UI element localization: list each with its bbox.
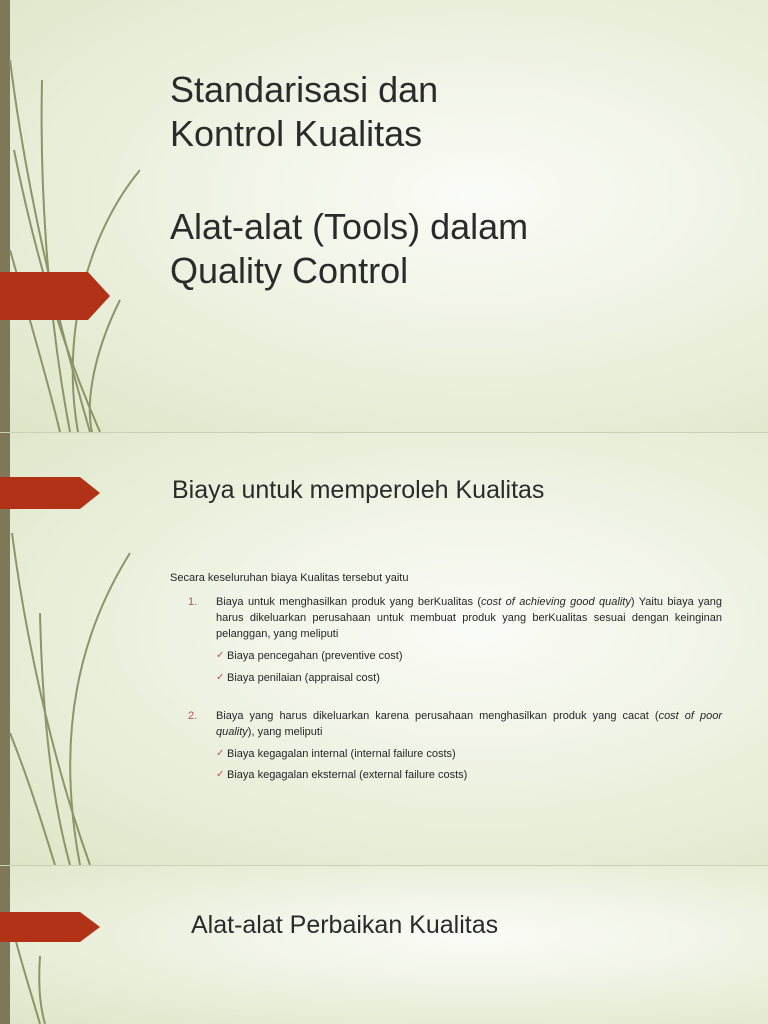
list-number: 1. bbox=[188, 595, 198, 608]
slide-2 bbox=[0, 433, 768, 865]
arrow-tab-icon bbox=[0, 477, 100, 509]
list-text: Biaya yang harus dikeluarkan karena perusahaan menghasilkan produk yang cacat (cost of poor quality), yang meliputi bbox=[216, 709, 722, 738]
sub-list bbox=[216, 649, 722, 687]
decorative-stems-icon bbox=[0, 866, 140, 1024]
list-text: Biaya untuk menghasilkan produk yang berKualitas (cost of achieving good quality) Yaitu biaya yang harus dikeluarkan perusahaan untuk membuat produk yang berKualitas sesuai dengan keinginan pelanggan, yang meliputi bbox=[216, 595, 722, 640]
checkmark-icon: ✓ bbox=[216, 649, 225, 661]
checkmark-icon: ✓ bbox=[216, 747, 225, 759]
checkmark-icon: ✓ bbox=[216, 671, 225, 683]
list-item bbox=[170, 595, 722, 687]
slide-title: Standarisasi dan Kontrol Kualitas bbox=[170, 69, 439, 154]
slide-title: Biaya untuk memperoleh Kualitas bbox=[172, 476, 545, 504]
arrow-tab-icon bbox=[0, 912, 100, 942]
intro-text: Secara keseluruhan biaya Kualitas tersebut yaitu bbox=[170, 572, 409, 584]
list-item bbox=[170, 709, 722, 785]
sub-list bbox=[216, 747, 722, 785]
list-number: 2. bbox=[188, 709, 198, 722]
arrow-tab-icon bbox=[0, 272, 110, 320]
sub-list-item: ✓ Biaya kegagalan internal (internal failure costs) bbox=[216, 747, 456, 760]
sub-list-item: ✓ Biaya penilaian (appraisal cost) bbox=[216, 671, 380, 684]
slide-body bbox=[170, 571, 722, 790]
checkmark-icon: ✓ bbox=[216, 769, 225, 781]
slide-3 bbox=[0, 866, 768, 1024]
slide-subtitle: Alat-alat (Tools) dalam Quality Control bbox=[170, 206, 529, 291]
decorative-stems-icon bbox=[0, 0, 140, 432]
slide-title: Alat-alat Perbaikan Kualitas bbox=[191, 911, 499, 939]
sub-list-item: ✓ Biaya kegagalan eksternal (external failure costs) bbox=[216, 769, 468, 782]
slide-1 bbox=[0, 0, 768, 432]
sub-list-item: ✓ Biaya pencegahan (preventive cost) bbox=[216, 649, 403, 662]
